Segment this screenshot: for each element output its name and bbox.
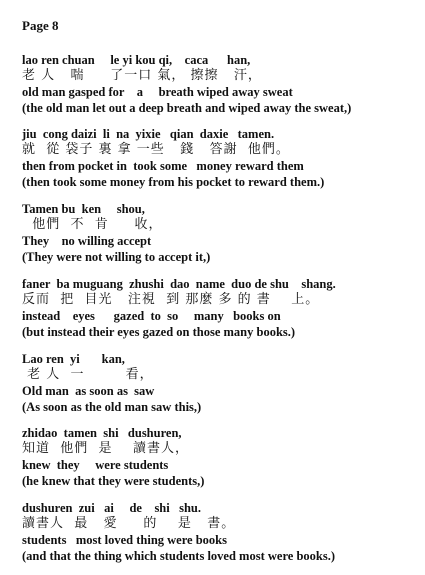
pinyin-line: lao ren chuan le yi kou qi, caca han, [22,53,251,67]
hanzi-line: 就 從 袋子 裏 拿 一些 錢 答謝 他們。 [22,142,290,157]
translation-line: (They were not willing to accept it,) [22,250,211,264]
stanza-1 [22,52,417,116]
translation-line: (he knew that they were students,) [22,474,205,488]
pinyin-line: zhidao tamen shi dushuren, [22,426,182,440]
gloss-line: They no willing accept [22,234,152,248]
translation-line: (but instead their eyes gazed on those many books.) [22,325,296,339]
pinyin-line: dushuren zui ai de shi shu. [22,501,201,515]
hanzi-line: 老 人 一 看， [22,367,154,382]
pinyin-line: faner ba muguang zhushi dao name duo de shu shang. [22,277,336,291]
gloss-line: knew they were students [22,458,169,472]
gloss-line: students most loved thing were books [22,533,227,547]
translation-line: (then took some money from his pocket to reward them.) [22,175,325,189]
hanzi-line: 讀書人 最 愛 的 是 書。 [22,516,236,531]
translation-line: (the old man let out a deep breath and wiped away the sweat,) [22,101,352,115]
hanzi-line: 老 人 喘 了一口 氣， 擦擦 汗， [22,68,262,83]
gloss-line: old man gasped for a breath wiped away sweat [22,85,293,99]
stanza-4 [22,276,417,340]
pinyin-line: Tamen bu ken shou, [22,202,145,216]
pinyin-line: Lao ren yi kan, [22,352,125,366]
translation-line: (and that the thing which students loved most were books.) [22,549,335,563]
stanza-2 [22,126,417,190]
gloss-line: instead eyes gazed to so many books on [22,309,281,323]
pinyin-line: jiu cong daizi li na yixie qian daxie tamen. [22,127,275,141]
stanza-3 [22,201,417,265]
gloss-line: then from pocket in took some money reward them [22,159,304,173]
hanzi-line: 他們 不 肯 收， [22,217,163,232]
hanzi-line: 反而 把 目光 注視 到 那麼 多 的 書 上。 [22,292,320,307]
page-label: Page 8 [22,18,59,33]
translation-line: (As soon as the old man saw this,) [22,400,202,414]
hanzi-line: 知道 他們 是 讀書人， [22,441,190,456]
gloss-line: Old man as soon as saw [22,384,155,398]
stanza-6 [22,425,417,489]
stanza-7 [22,500,417,564]
stanza-5 [22,351,417,415]
